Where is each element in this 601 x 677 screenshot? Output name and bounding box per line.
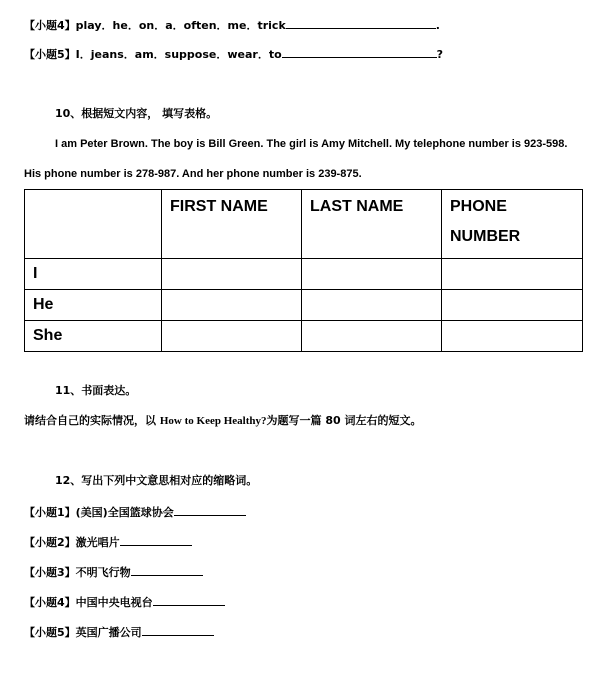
q12-item-2 [24, 534, 192, 550]
q10-passage-line-1: I am Peter Brown. The boy is Bill Green. The girl is Amy Mitchell. My telephone number is 923-598. [55, 138, 568, 150]
table-header-row [25, 190, 583, 259]
answer-blank[interactable] [131, 564, 203, 576]
q10-passage-line-2: His phone number is 278-987. And her phone number is 239-875. [24, 168, 362, 180]
prompt-topic: How to Keep Healthy? [159, 415, 267, 427]
header-cell-empty [25, 190, 162, 259]
q12-item-5 [24, 624, 214, 640]
item-words: play．he．on．a．often．me．trick [75, 19, 286, 32]
last-name-cell[interactable] [302, 290, 442, 321]
answer-blank[interactable] [153, 594, 225, 606]
phone-number-cell[interactable] [442, 290, 583, 321]
answer-blank[interactable] [174, 504, 246, 516]
answer-blank[interactable] [282, 46, 437, 58]
item-text: (美国)全国篮球协会 [75, 506, 174, 519]
item-label: 【小题2】 [24, 536, 76, 549]
item-text: 激光唱片 [75, 536, 120, 549]
first-name-cell[interactable] [162, 321, 302, 352]
header-first-name: FIRST NAME [162, 190, 302, 259]
last-name-cell[interactable] [302, 259, 442, 290]
info-table [24, 189, 583, 352]
answer-blank[interactable] [120, 534, 192, 546]
answer-blank[interactable] [286, 17, 436, 29]
item-text: 不明飞行物 [75, 566, 131, 579]
q12-item-1 [24, 504, 246, 520]
item-end: ? [436, 48, 444, 61]
item-label: 【小题4】 [24, 19, 76, 32]
item-text: 中国中央电视台 [75, 596, 153, 609]
item-label: 【小题4】 [24, 596, 76, 609]
q12-item-3 [24, 564, 203, 580]
header-phone-number: PHONE NUMBER [442, 190, 583, 259]
prompt-after: 为题写一篇 80 词左右的短文。 [266, 414, 422, 427]
q12-item-4 [24, 594, 225, 610]
first-name-cell[interactable] [162, 259, 302, 290]
q9-item-5 [24, 46, 443, 62]
phone-number-cell[interactable] [442, 259, 583, 290]
prompt-before: 请结合自己的实际情况，以 [24, 414, 160, 427]
answer-blank[interactable] [142, 624, 214, 636]
last-name-cell[interactable] [302, 321, 442, 352]
q10-heading: 10、根据短文内容， 填写表格。 [55, 107, 218, 120]
q11-heading: 11、书面表达。 [55, 384, 137, 397]
q11-prompt [24, 414, 421, 428]
table-row [25, 259, 583, 290]
q9-item-4 [24, 17, 440, 33]
item-words: I．jeans．am．suppose．wear．to [75, 48, 282, 61]
first-name-cell[interactable] [162, 290, 302, 321]
item-text: 英国广播公司 [75, 626, 142, 639]
q12-heading: 12、写出下列中文意思相对应的缩略词。 [55, 474, 258, 487]
phone-number-cell[interactable] [442, 321, 583, 352]
table-row [25, 290, 583, 321]
item-end: . [435, 19, 440, 32]
row-label: He [25, 290, 162, 321]
row-label: She [25, 321, 162, 352]
item-label: 【小题5】 [24, 48, 76, 61]
header-last-name: LAST NAME [302, 190, 442, 259]
item-label: 【小题3】 [24, 566, 76, 579]
table-row [25, 321, 583, 352]
item-label: 【小题5】 [24, 626, 76, 639]
row-label: I [25, 259, 162, 290]
item-label: 【小题1】 [24, 506, 76, 519]
